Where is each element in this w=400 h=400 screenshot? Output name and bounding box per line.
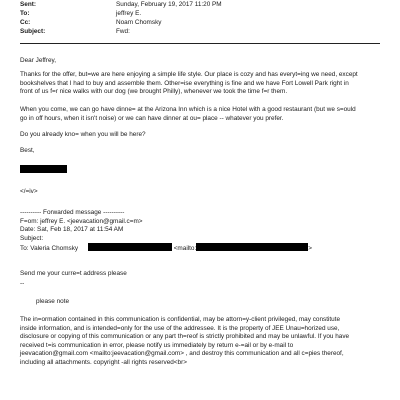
forwarded-subject: Subject:	[20, 234, 44, 242]
forwarded-to	[20, 243, 392, 254]
paragraph-1-line-3: front of us f=r nice walks with our dog (we brought Philly), whenever we took the time f=r them.	[20, 88, 288, 96]
subject-value: Fwd:	[116, 28, 130, 35]
forwarded-to-prefix: To: Valeria Chomsky	[20, 245, 79, 253]
sent-label: Sent:	[20, 1, 36, 8]
sent-value: Sunday, February 19, 2017 11:20 PM	[116, 1, 222, 8]
mailto-open: <mailto:	[173, 245, 197, 253]
paragraph-2-line-1: When you come, we can go have dinne= at the Arizona Inn which is a nice Hotel with a good restaurant (but we s=ould	[20, 106, 356, 113]
redacted-email-2	[196, 243, 308, 251]
redacted-signature	[20, 165, 67, 173]
disclaimer-line-4: received t=is communication in error, please notify us immediately by return e-=ail or by e-mail to	[20, 341, 294, 349]
closing: Best,	[20, 147, 35, 154]
disclaimer-line-6: including all attachments. copyright -all rights reserved<br>	[20, 358, 187, 366]
sent-row	[20, 0, 395, 9]
disclaimer-line-5: jeevacation@gmail.com <mailto:jeevacation@gmail.com> , and destroy this communication and all c=pies thereof,	[20, 350, 344, 358]
cc-row	[20, 18, 395, 27]
paragraph-1	[20, 71, 392, 97]
confidentiality-disclaimer	[20, 316, 392, 368]
forwarded-date: Date: Sat, Feb 18, 2017 at 11:54 AM	[20, 226, 124, 234]
disclaimer-line-3: disclosure or copying of this communication or any part th=reof is strictly prohibited and may be unlawful. If you have	[20, 333, 350, 341]
disclaimer-line-2: inside information, and is intended=only for the use of the addressee. It is the property of JEE Unau=horized use,	[20, 324, 340, 332]
redacted-email-1	[88, 243, 172, 251]
disclaimer-line-1: The in=ormation contained in this communication is confidential, may be attorn=y-client privileged, may constitute	[20, 316, 341, 323]
cc-label: Cc:	[20, 19, 31, 26]
paragraph-3: Do you already kno= when you will be here?	[20, 131, 146, 138]
forwarded-message	[20, 209, 392, 254]
paragraph-2	[20, 106, 392, 123]
please-note: please note	[36, 298, 70, 305]
to-row	[20, 9, 395, 18]
to-value: jeffrey E.	[116, 10, 142, 17]
subject-row	[20, 27, 395, 36]
cc-value: Noam Chomsky	[116, 19, 162, 26]
email-header	[20, 0, 395, 36]
paragraph-1-line-2: bookshelves that I had to buy and assemble them. Other=ise everything is fine and we have Fort Lowell Park right in	[20, 79, 349, 87]
greeting: Dear Jeffrey,	[20, 57, 56, 64]
to-label: To:	[20, 10, 30, 17]
div-close-tag: </=iv>	[20, 188, 38, 195]
header-divider	[20, 43, 380, 44]
paragraph-2-line-2: go in off hours, when it isn't noise) or we can have dinner at ou= place -- whatever you prefer.	[20, 114, 284, 122]
forwarded-body-text: Send me your curre=t address please	[20, 270, 127, 277]
paragraph-1-line-1: Thanks for the offer, but=we are here enjoying a simple life style. Our place is cozy and has everyt=ing we need, except	[20, 71, 358, 78]
mailto-close: >	[308, 245, 312, 253]
forwarded-separator: ---------- Forwarded message ----------	[20, 209, 125, 216]
forwarded-from: F=om: jeffrey E. <jeevacation@gmail.c=m>	[20, 217, 143, 225]
signature-dashes: --	[20, 280, 25, 287]
subject-label: Subject:	[20, 28, 46, 35]
